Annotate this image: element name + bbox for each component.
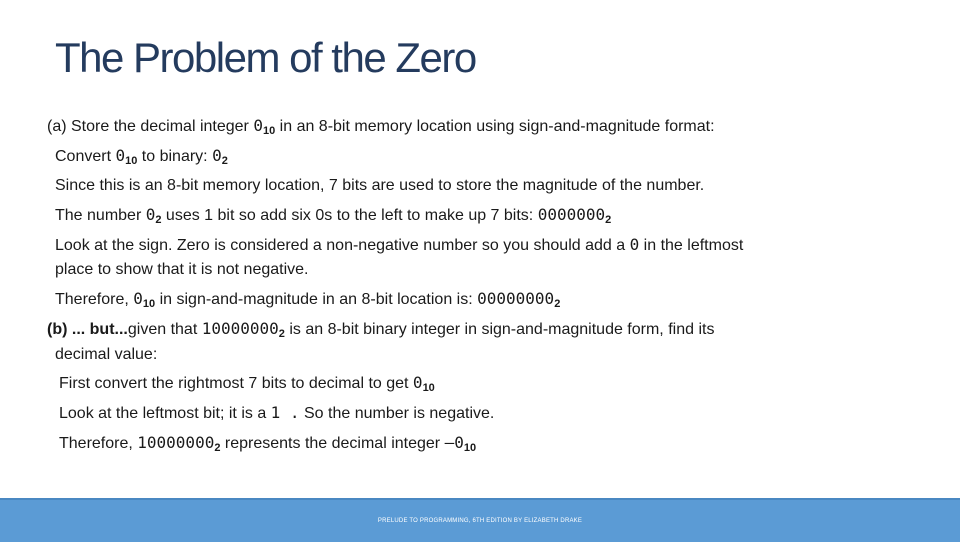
part-b-step-convert: First convert the rightmost 7 bits to decimal to get $0_{10}$ [59,373,435,394]
part-a-step-sign-cont: place to show that it is not negative. [55,261,309,278]
part-a-result: Therefore, $0_{10}$ in sign-and-magnitude in an 8-bit location is: $00000000_2$ [55,289,561,310]
part-a-step-pad: The number $0_2$ uses 1 bit so add six 0s to the left to make up 7 bits: $0000000_2$ [55,205,612,226]
part-a-step-sign: Look at the sign. Zero is considered a non-negative number so you should add a 0 in the leftmost [55,235,744,254]
part-a-step-magnitude: Since this is an 8-bit memory location, 7 bits are used to store the magnitude of the number. [55,177,705,194]
part-b-heading-cont: decimal value: [55,346,158,363]
part-b-heading: (b) ... but...given that $10000000_2$ is an 8-bit binary integer in sign-and-magnitude form, find its [47,319,715,340]
footer-text: PRELUDE TO PROGRAMMING, 6TH EDITION BY ELIZABETH DRAKE [377,518,583,524]
part-b-step-sign: Look at the leftmost bit; it is a 1 . So the number is negative. [59,403,495,422]
part-a-step-convert: Convert $0_{10}$ to binary: $0_2$ [55,146,228,167]
slide-title: The Problem of the Zero [55,34,476,81]
part-b-result: Therefore, $10000000_2$ represents the decimal integer $-0_{10}$ [59,433,477,454]
part-a-heading: (a) Store the decimal integer $0_{10}$ in an 8-bit memory location using sign-and-magnitude format: [47,116,715,137]
